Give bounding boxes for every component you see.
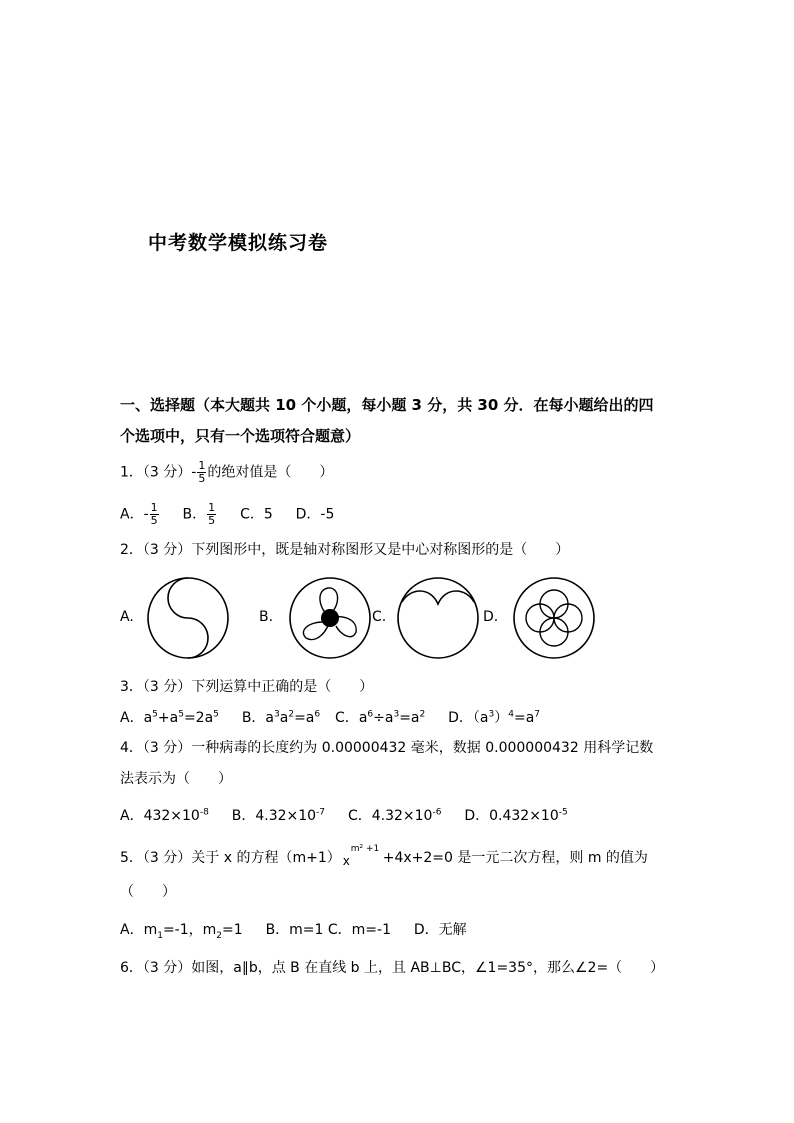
fraction-numerator: 1 [198,459,206,472]
heart-arc-figure [396,576,480,660]
section-heading-line-1: 一、选择题（本大题共 10 个小题，每小题 3 分，共 30 分．在每小题给出的四 [120,396,654,414]
fan-figure [288,576,372,660]
fraction-numerator: 1 [150,501,158,514]
question-3-stem: 3．（3 分）下列运算中正确的是（ ） [120,679,374,695]
question-2-option-d-label: D. [483,609,499,625]
option-a-fraction [150,502,159,527]
question-1-stem [120,460,333,485]
option-a-negative: - [143,506,149,523]
four-circles-figure [512,576,596,660]
question-4-stem-line-1: 4．（3 分）一种病毒的长度约为 0.00000432 毫米，数据 0.000000432 用科学记数 [120,740,654,756]
question-2-stem: 2．（3 分）下列图形中，既是轴对称图形又是中心对称图形的是（ ） [120,542,570,558]
section-heading-line-2: 个选项中，只有一个选项符合题意） [120,427,361,445]
question-5-pre: 5．（3 分）关于 x 的方程（m+1） [120,850,341,866]
question-5-post: +4x+2=0 是一元二次方程，则 m 的值为 [382,850,648,866]
option-b: B．$4.32\times 10^{-7}$ [231,807,326,824]
fraction-denominator: 5 [150,514,158,527]
option-b-label: B． [182,506,207,523]
question-1-number: 1．（3 分） [120,464,192,481]
option-c: C．$4.32\times 10^{-6}$ [347,807,442,824]
option-d: D．$0.432\times 10^{-5}$ [464,807,568,824]
option-b-c: B．m=1 C．m=-1 [265,922,391,938]
fraction-numerator: 1 [208,501,216,514]
question-1-stem-rest: 的绝对值是（ ） [207,464,334,481]
fraction-denominator: 5 [198,472,206,485]
option-a: A．$m_1=-1$，$m_2=1$ [120,922,243,941]
question-5-power-term: x m² +1 [342,844,380,868]
page-title: 中考数学模拟练习卷 [148,232,329,254]
question-4-options [120,805,568,825]
option-b: B．$a^3a^2=a^6$ [241,709,321,726]
option-c: C．$a^6\div a^3=a^2$ [335,709,426,726]
section-heading [120,390,680,452]
question-1-fraction [197,460,206,485]
question-3-options [120,707,540,727]
question-5-options [120,919,467,939]
option-d: D．$(a^3)^4=a^7$ [448,709,541,726]
option-d: D．无解 [413,922,467,938]
option-a-label: A． [120,506,144,523]
option-c: C．5 [240,506,273,523]
option-b-fraction [207,502,216,527]
question-6-stem: 6．（3 分）如图，a∥b，点 B 在直线 b 上，且 AB⊥BC，∠1=35°，那么∠2=（ ） [120,960,665,976]
question-5-stem-line-2: （ ） [120,884,176,900]
question-1-negative-sign: - [191,464,197,481]
option-a: A．$a^5+a^5=2a^5$ [120,709,219,726]
question-5-stem-line-1 [120,844,648,868]
question-2-option-c-label: C. [372,609,387,625]
option-d: D．-5 [295,506,335,523]
question-1-options [120,502,334,527]
question-2-option-b-label: B. [259,609,274,625]
fraction-denominator: 5 [208,514,216,527]
question-4-stem-line-2: 法表示为（ ） [120,771,232,787]
yin-yang-figure [146,576,230,660]
question-2-option-a-label: A. [120,609,134,625]
option-a: A．$432\times 10^{-8}$ [120,807,209,824]
